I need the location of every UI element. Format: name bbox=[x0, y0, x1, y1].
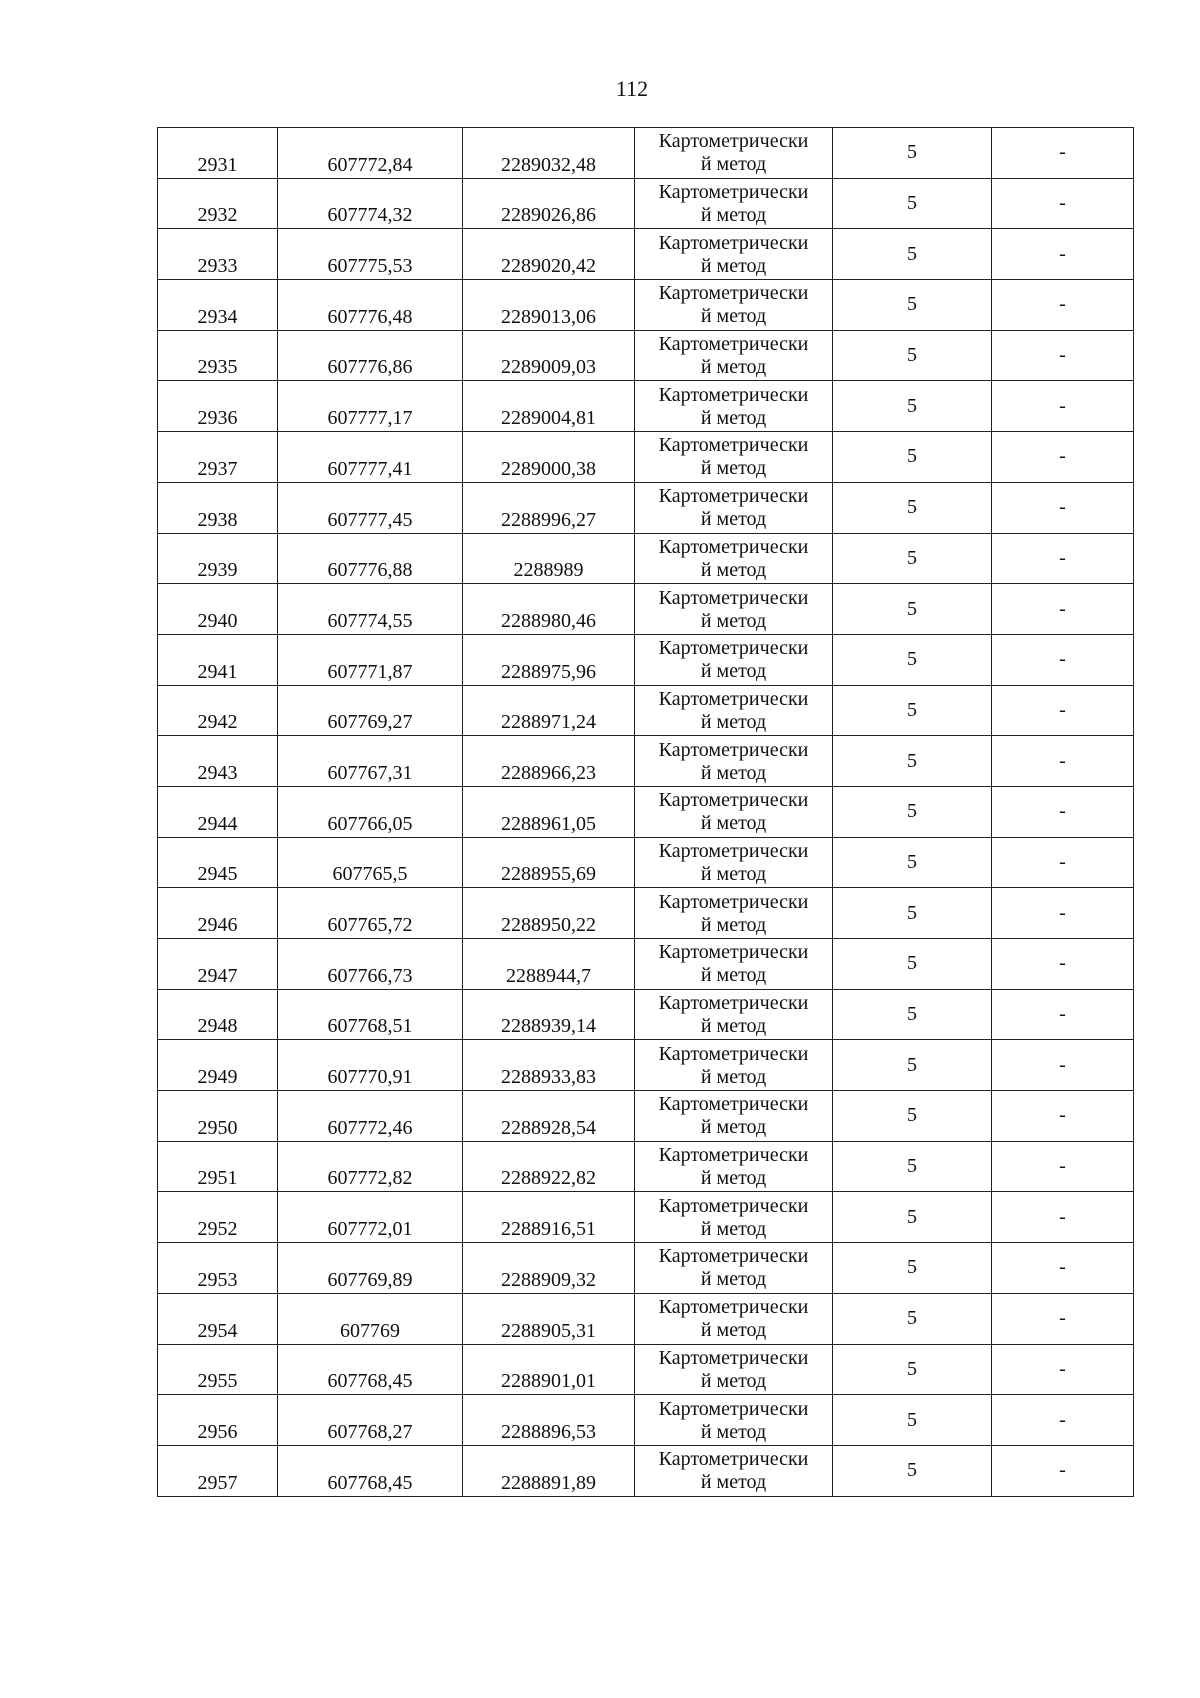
y-coordinate-cell: 2289032,48 bbox=[463, 128, 635, 179]
point-number-cell: 2932 bbox=[158, 178, 278, 229]
method-line-2: й метод bbox=[700, 1167, 767, 1190]
table-row bbox=[158, 330, 1134, 381]
method-cell bbox=[635, 1344, 833, 1395]
y-coordinate-cell: 2288961,05 bbox=[463, 786, 635, 837]
coordinates-table bbox=[157, 127, 1134, 1497]
method-line-2: й метод bbox=[700, 204, 767, 227]
method-cell bbox=[635, 128, 833, 179]
accuracy-cell: 5 bbox=[833, 1243, 992, 1294]
description-cell: - bbox=[992, 1293, 1134, 1344]
accuracy-cell: 5 bbox=[833, 939, 992, 990]
point-number-cell: 2950 bbox=[158, 1091, 278, 1142]
method-line-2: й метод bbox=[700, 660, 767, 683]
description-cell: - bbox=[992, 584, 1134, 635]
accuracy-cell: 5 bbox=[833, 330, 992, 381]
description-cell: - bbox=[992, 736, 1134, 787]
point-number-cell: 2951 bbox=[158, 1141, 278, 1192]
description-cell: - bbox=[992, 533, 1134, 584]
method-cell bbox=[635, 381, 833, 432]
point-number-cell: 2942 bbox=[158, 685, 278, 736]
method-line-1: Картометрически bbox=[658, 1194, 809, 1217]
description-cell: - bbox=[992, 939, 1134, 990]
description-cell: - bbox=[992, 1040, 1134, 1091]
y-coordinate-cell: 2289000,38 bbox=[463, 432, 635, 483]
y-coordinate-cell: 2288909,32 bbox=[463, 1243, 635, 1294]
description-cell: - bbox=[992, 1395, 1134, 1446]
description-cell: - bbox=[992, 685, 1134, 736]
method-line-1: Картометрически bbox=[658, 789, 809, 812]
method-cell bbox=[635, 1141, 833, 1192]
point-number-cell: 2941 bbox=[158, 634, 278, 685]
y-coordinate-cell: 2288950,22 bbox=[463, 888, 635, 939]
x-coordinate-cell: 607775,53 bbox=[278, 229, 463, 280]
table-row bbox=[158, 685, 1134, 736]
point-number-cell: 2956 bbox=[158, 1395, 278, 1446]
y-coordinate-cell: 2288896,53 bbox=[463, 1395, 635, 1446]
accuracy-cell: 5 bbox=[833, 178, 992, 229]
method-cell bbox=[635, 786, 833, 837]
method-cell bbox=[635, 989, 833, 1040]
method-line-2: й метод bbox=[700, 1319, 767, 1342]
method-line-1: Картометрически bbox=[658, 282, 809, 305]
method-line-1: Картометрически bbox=[658, 738, 809, 761]
x-coordinate-cell: 607769 bbox=[278, 1293, 463, 1344]
table-row bbox=[158, 533, 1134, 584]
table-row bbox=[158, 178, 1134, 229]
method-cell bbox=[635, 1395, 833, 1446]
point-number-cell: 2954 bbox=[158, 1293, 278, 1344]
y-coordinate-cell: 2288980,46 bbox=[463, 584, 635, 635]
method-line-2: й метод bbox=[700, 356, 767, 379]
point-number-cell: 2948 bbox=[158, 989, 278, 1040]
point-number-cell: 2937 bbox=[158, 432, 278, 483]
method-cell bbox=[635, 1243, 833, 1294]
method-line-2: й метод bbox=[700, 1268, 767, 1291]
x-coordinate-cell: 607768,27 bbox=[278, 1395, 463, 1446]
method-line-1: Картометрически bbox=[658, 1397, 809, 1420]
y-coordinate-cell: 2288916,51 bbox=[463, 1192, 635, 1243]
method-cell bbox=[635, 584, 833, 635]
accuracy-cell: 5 bbox=[833, 989, 992, 1040]
method-line-1: Картометрически bbox=[658, 231, 809, 254]
accuracy-cell: 5 bbox=[833, 1192, 992, 1243]
accuracy-cell: 5 bbox=[833, 736, 992, 787]
y-coordinate-cell: 2288955,69 bbox=[463, 837, 635, 888]
point-number-cell: 2945 bbox=[158, 837, 278, 888]
table-row bbox=[158, 837, 1134, 888]
method-line-2: й метод bbox=[700, 862, 767, 885]
method-line-2: й метод bbox=[700, 812, 767, 835]
method-cell bbox=[635, 685, 833, 736]
description-cell: - bbox=[992, 634, 1134, 685]
method-line-2: й метод bbox=[700, 710, 767, 733]
table-row bbox=[158, 432, 1134, 483]
description-cell: - bbox=[992, 786, 1134, 837]
y-coordinate-cell: 2289013,06 bbox=[463, 280, 635, 331]
y-coordinate-cell: 2288966,23 bbox=[463, 736, 635, 787]
accuracy-cell: 5 bbox=[833, 634, 992, 685]
table-row bbox=[158, 584, 1134, 635]
accuracy-cell: 5 bbox=[833, 229, 992, 280]
description-cell: - bbox=[992, 837, 1134, 888]
accuracy-cell: 5 bbox=[833, 786, 992, 837]
method-line-1: Картометрически bbox=[658, 890, 809, 913]
method-line-1: Картометрически bbox=[658, 1144, 809, 1167]
method-line-2: й метод bbox=[700, 1015, 767, 1038]
table-row bbox=[158, 1040, 1134, 1091]
accuracy-cell: 5 bbox=[833, 685, 992, 736]
method-line-2: й метод bbox=[700, 609, 767, 632]
accuracy-cell: 5 bbox=[833, 837, 992, 888]
x-coordinate-cell: 607774,32 bbox=[278, 178, 463, 229]
x-coordinate-cell: 607766,73 bbox=[278, 939, 463, 990]
table-row bbox=[158, 1445, 1134, 1496]
point-number-cell: 2940 bbox=[158, 584, 278, 635]
description-cell: - bbox=[992, 1192, 1134, 1243]
x-coordinate-cell: 607769,27 bbox=[278, 685, 463, 736]
description-cell: - bbox=[992, 280, 1134, 331]
point-number-cell: 2931 bbox=[158, 128, 278, 179]
method-line-2: й метод bbox=[700, 1217, 767, 1240]
method-cell bbox=[635, 837, 833, 888]
x-coordinate-cell: 607772,82 bbox=[278, 1141, 463, 1192]
x-coordinate-cell: 607765,72 bbox=[278, 888, 463, 939]
description-cell: - bbox=[992, 1445, 1134, 1496]
point-number-cell: 2947 bbox=[158, 939, 278, 990]
method-line-1: Картометрически bbox=[658, 485, 809, 508]
method-cell bbox=[635, 1040, 833, 1091]
method-line-1: Картометрически bbox=[658, 1042, 809, 1065]
method-line-2: й метод bbox=[700, 406, 767, 429]
accuracy-cell: 5 bbox=[833, 280, 992, 331]
point-number-cell: 2957 bbox=[158, 1445, 278, 1496]
point-number-cell: 2935 bbox=[158, 330, 278, 381]
accuracy-cell: 5 bbox=[833, 1091, 992, 1142]
table-row bbox=[158, 128, 1134, 179]
method-line-1: Картометрически bbox=[658, 1245, 809, 1268]
description-cell: - bbox=[992, 1243, 1134, 1294]
method-cell bbox=[635, 533, 833, 584]
method-cell bbox=[635, 1192, 833, 1243]
point-number-cell: 2946 bbox=[158, 888, 278, 939]
method-line-1: Картометрически bbox=[658, 1093, 809, 1116]
y-coordinate-cell: 2289004,81 bbox=[463, 381, 635, 432]
point-number-cell: 2933 bbox=[158, 229, 278, 280]
description-cell: - bbox=[992, 432, 1134, 483]
x-coordinate-cell: 607767,31 bbox=[278, 736, 463, 787]
method-line-1: Картометрически bbox=[658, 535, 809, 558]
accuracy-cell: 5 bbox=[833, 1344, 992, 1395]
description-cell: - bbox=[992, 229, 1134, 280]
point-number-cell: 2934 bbox=[158, 280, 278, 331]
method-cell bbox=[635, 330, 833, 381]
table-row bbox=[158, 1395, 1134, 1446]
method-cell bbox=[635, 939, 833, 990]
table-row bbox=[158, 939, 1134, 990]
x-coordinate-cell: 607771,87 bbox=[278, 634, 463, 685]
y-coordinate-cell: 2288996,27 bbox=[463, 482, 635, 533]
accuracy-cell: 5 bbox=[833, 432, 992, 483]
y-coordinate-cell: 2288989 bbox=[463, 533, 635, 584]
y-coordinate-cell: 2288922,82 bbox=[463, 1141, 635, 1192]
y-coordinate-cell: 2289009,03 bbox=[463, 330, 635, 381]
description-cell: - bbox=[992, 1344, 1134, 1395]
x-coordinate-cell: 607776,88 bbox=[278, 533, 463, 584]
description-cell: - bbox=[992, 1091, 1134, 1142]
table-row bbox=[158, 1243, 1134, 1294]
point-number-cell: 2952 bbox=[158, 1192, 278, 1243]
table-row bbox=[158, 989, 1134, 1040]
x-coordinate-cell: 607768,45 bbox=[278, 1344, 463, 1395]
accuracy-cell: 5 bbox=[833, 1445, 992, 1496]
method-line-1: Картометрически bbox=[658, 130, 809, 153]
page-number: 112 bbox=[615, 76, 649, 101]
accuracy-cell: 5 bbox=[833, 381, 992, 432]
x-coordinate-cell: 607776,86 bbox=[278, 330, 463, 381]
table-row bbox=[158, 1192, 1134, 1243]
method-cell bbox=[635, 432, 833, 483]
method-line-1: Картометрически bbox=[658, 181, 809, 204]
method-line-1: Картометрически bbox=[658, 1296, 809, 1319]
point-number-cell: 2949 bbox=[158, 1040, 278, 1091]
method-line-2: й метод bbox=[700, 964, 767, 987]
table-row bbox=[158, 1293, 1134, 1344]
accuracy-cell: 5 bbox=[833, 482, 992, 533]
method-cell bbox=[635, 634, 833, 685]
table-row bbox=[158, 229, 1134, 280]
accuracy-cell: 5 bbox=[833, 1040, 992, 1091]
y-coordinate-cell: 2288901,01 bbox=[463, 1344, 635, 1395]
table-row bbox=[158, 736, 1134, 787]
table-row bbox=[158, 482, 1134, 533]
accuracy-cell: 5 bbox=[833, 1141, 992, 1192]
method-line-1: Картометрически bbox=[658, 383, 809, 406]
method-line-1: Картометрически bbox=[658, 941, 809, 964]
table-row bbox=[158, 1344, 1134, 1395]
accuracy-cell: 5 bbox=[833, 584, 992, 635]
method-line-2: й метод bbox=[700, 1471, 767, 1494]
description-cell: - bbox=[992, 330, 1134, 381]
y-coordinate-cell: 2288905,31 bbox=[463, 1293, 635, 1344]
table-row bbox=[158, 1091, 1134, 1142]
x-coordinate-cell: 607777,41 bbox=[278, 432, 463, 483]
description-cell: - bbox=[992, 482, 1134, 533]
description-cell: - bbox=[992, 989, 1134, 1040]
point-number-cell: 2944 bbox=[158, 786, 278, 837]
x-coordinate-cell: 607776,48 bbox=[278, 280, 463, 331]
method-line-1: Картометрически bbox=[658, 637, 809, 660]
description-cell: - bbox=[992, 178, 1134, 229]
y-coordinate-cell: 2288975,96 bbox=[463, 634, 635, 685]
point-number-cell: 2943 bbox=[158, 736, 278, 787]
method-line-1: Картометрически bbox=[658, 333, 809, 356]
x-coordinate-cell: 607769,89 bbox=[278, 1243, 463, 1294]
x-coordinate-cell: 607774,55 bbox=[278, 584, 463, 635]
method-cell bbox=[635, 229, 833, 280]
y-coordinate-cell: 2288933,83 bbox=[463, 1040, 635, 1091]
point-number-cell: 2938 bbox=[158, 482, 278, 533]
table-row bbox=[158, 786, 1134, 837]
method-line-2: й метод bbox=[700, 457, 767, 480]
method-line-1: Картометрически bbox=[658, 1346, 809, 1369]
accuracy-cell: 5 bbox=[833, 1395, 992, 1446]
x-coordinate-cell: 607772,84 bbox=[278, 128, 463, 179]
x-coordinate-cell: 607772,46 bbox=[278, 1091, 463, 1142]
point-number-cell: 2955 bbox=[158, 1344, 278, 1395]
table-row bbox=[158, 634, 1134, 685]
point-number-cell: 2936 bbox=[158, 381, 278, 432]
point-number-cell: 2953 bbox=[158, 1243, 278, 1294]
table-row bbox=[158, 280, 1134, 331]
method-line-2: й метод bbox=[700, 913, 767, 936]
description-cell: - bbox=[992, 888, 1134, 939]
description-cell: - bbox=[992, 1141, 1134, 1192]
method-line-2: й метод bbox=[700, 254, 767, 277]
table-row bbox=[158, 1141, 1134, 1192]
method-line-1: Картометрически bbox=[658, 687, 809, 710]
y-coordinate-cell: 2289020,42 bbox=[463, 229, 635, 280]
x-coordinate-cell: 607768,51 bbox=[278, 989, 463, 1040]
x-coordinate-cell: 607777,17 bbox=[278, 381, 463, 432]
method-line-2: й метод bbox=[700, 305, 767, 328]
x-coordinate-cell: 607766,05 bbox=[278, 786, 463, 837]
y-coordinate-cell: 2288971,24 bbox=[463, 685, 635, 736]
accuracy-cell: 5 bbox=[833, 533, 992, 584]
method-line-1: Картометрически bbox=[658, 839, 809, 862]
point-number-cell: 2939 bbox=[158, 533, 278, 584]
x-coordinate-cell: 607770,91 bbox=[278, 1040, 463, 1091]
method-line-1: Картометрически bbox=[658, 1448, 809, 1471]
y-coordinate-cell: 2288928,54 bbox=[463, 1091, 635, 1142]
method-line-2: й метод bbox=[700, 1116, 767, 1139]
description-cell: - bbox=[992, 128, 1134, 179]
method-cell bbox=[635, 1445, 833, 1496]
x-coordinate-cell: 607777,45 bbox=[278, 482, 463, 533]
method-cell bbox=[635, 280, 833, 331]
method-line-2: й метод bbox=[700, 558, 767, 581]
y-coordinate-cell: 2288891,89 bbox=[463, 1445, 635, 1496]
method-cell bbox=[635, 178, 833, 229]
method-line-1: Картометрически bbox=[658, 586, 809, 609]
method-cell bbox=[635, 1091, 833, 1142]
accuracy-cell: 5 bbox=[833, 1293, 992, 1344]
method-line-2: й метод bbox=[700, 153, 767, 176]
y-coordinate-cell: 2289026,86 bbox=[463, 178, 635, 229]
method-line-2: й метод bbox=[700, 1065, 767, 1088]
y-coordinate-cell: 2288944,7 bbox=[463, 939, 635, 990]
method-cell bbox=[635, 736, 833, 787]
method-line-2: й метод bbox=[700, 1369, 767, 1392]
method-line-2: й метод bbox=[700, 1420, 767, 1443]
accuracy-cell: 5 bbox=[833, 888, 992, 939]
method-cell bbox=[635, 482, 833, 533]
method-cell bbox=[635, 1293, 833, 1344]
table-row bbox=[158, 381, 1134, 432]
method-line-2: й метод bbox=[700, 508, 767, 531]
y-coordinate-cell: 2288939,14 bbox=[463, 989, 635, 1040]
table-row bbox=[158, 888, 1134, 939]
accuracy-cell: 5 bbox=[833, 128, 992, 179]
description-cell: - bbox=[992, 381, 1134, 432]
x-coordinate-cell: 607765,5 bbox=[278, 837, 463, 888]
method-cell bbox=[635, 888, 833, 939]
method-line-1: Картометрически bbox=[658, 434, 809, 457]
method-line-2: й метод bbox=[700, 761, 767, 784]
x-coordinate-cell: 607772,01 bbox=[278, 1192, 463, 1243]
x-coordinate-cell: 607768,45 bbox=[278, 1445, 463, 1496]
coordinates-table-body bbox=[158, 128, 1134, 1497]
method-line-1: Картометрически bbox=[658, 992, 809, 1015]
